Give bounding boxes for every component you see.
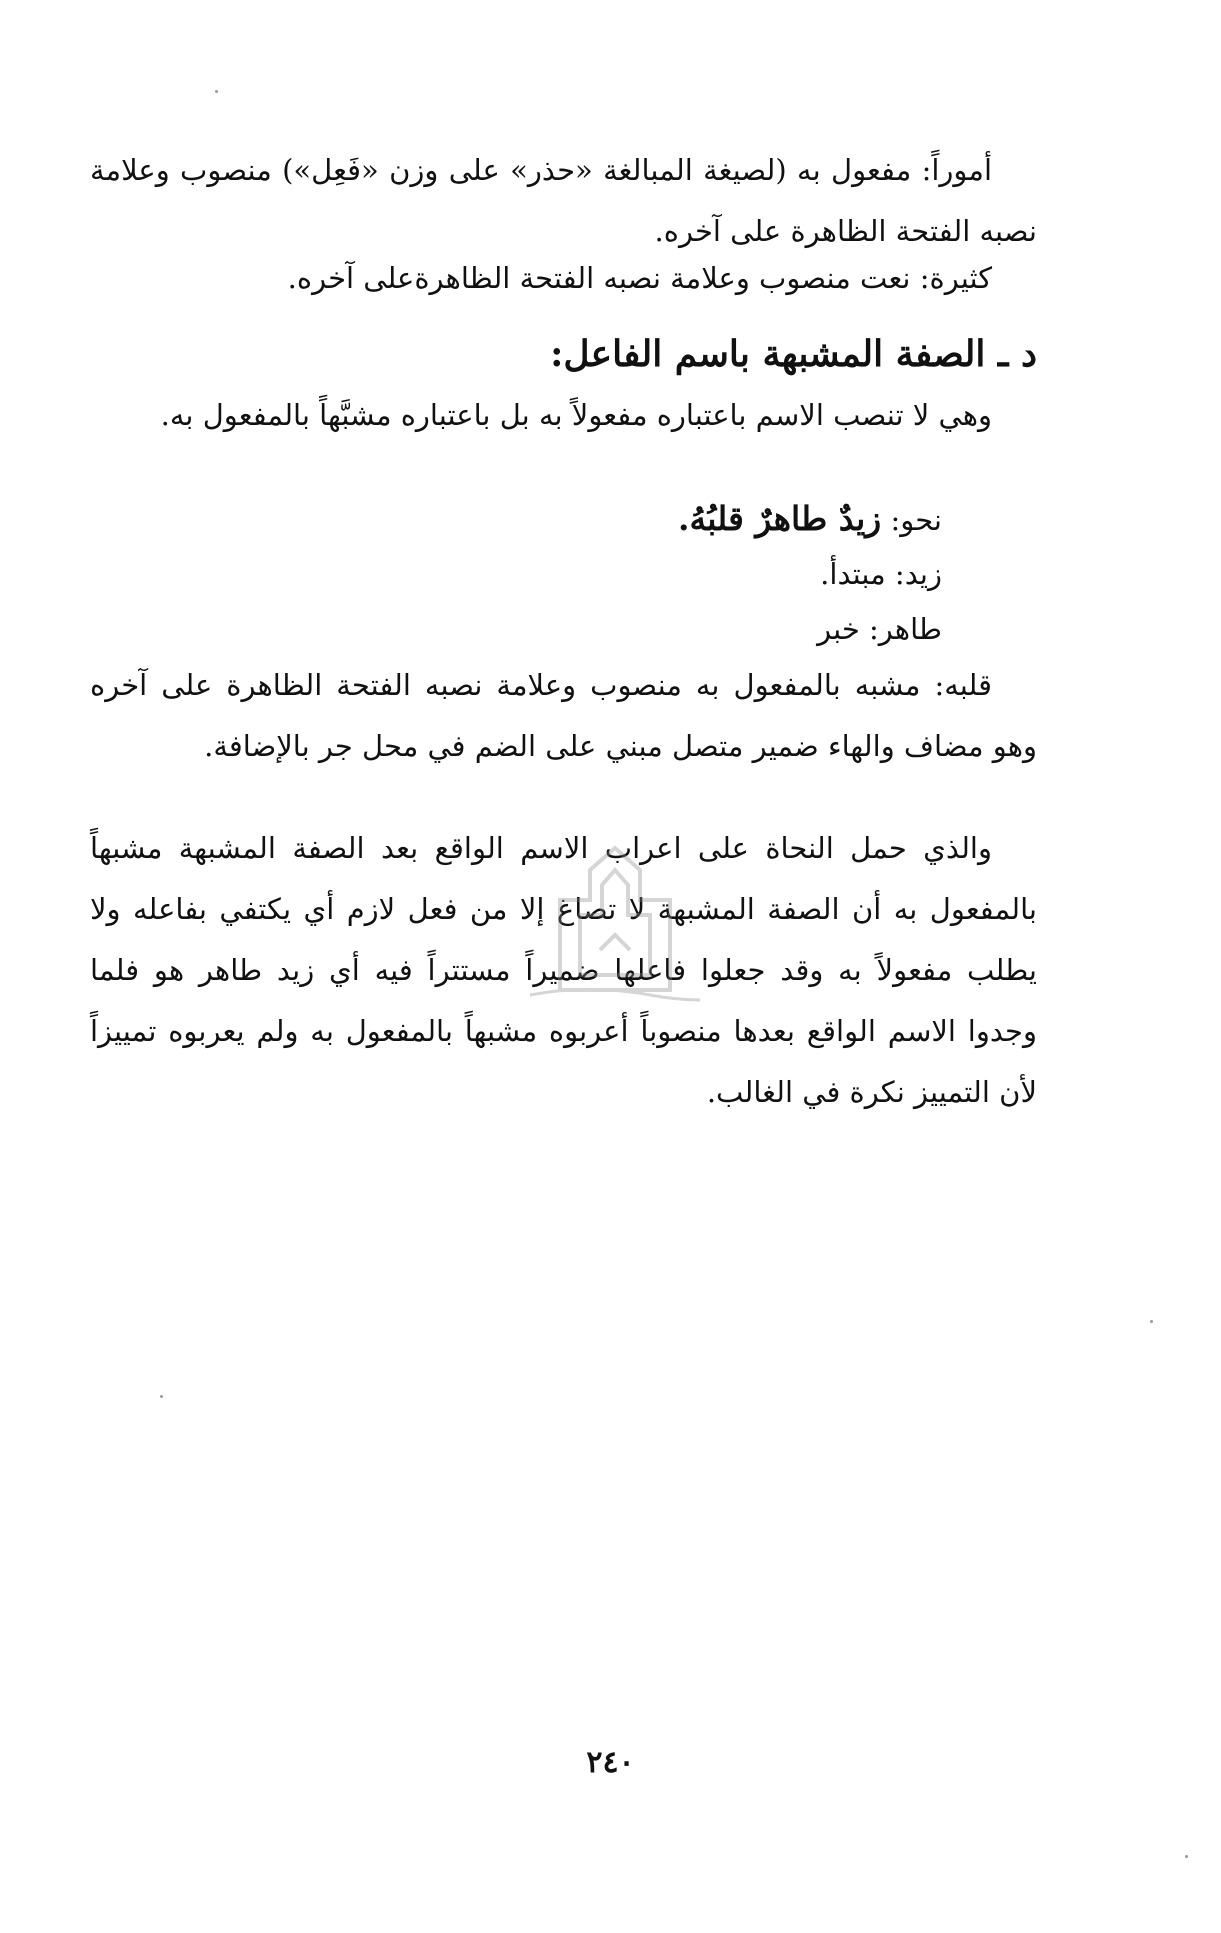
scan-speck [1185, 1855, 1188, 1858]
analysis-tahir-text: طاهر: خبر [817, 612, 942, 646]
paragraph-umuran: أموراً: مفعول به (لصيغة المبالغة «حذر» على وزن «فَعِل») منصوب وعلامة نصبه الفتحة الظاهرة على آخره. [90, 153, 1037, 248]
example-line [90, 495, 990, 544]
page-number: ٢٤٠ [586, 1745, 635, 1780]
example-sentence: زيدٌ طاهرٌ قلبُهُ. [678, 499, 882, 538]
example-prefix: نحو: [890, 503, 942, 537]
scan-speck [160, 1395, 163, 1398]
analysis-zaid-text: زيد: مبتدأ. [820, 557, 942, 591]
paragraph-definition: وهي لا تنصب الاسم باعتباره مفعولاً به بل باعتباره مشبَّهاً بالمفعول به. [160, 398, 992, 432]
scan-speck [1150, 1320, 1153, 1323]
scan-speck [215, 90, 218, 93]
analysis-tahir [90, 605, 990, 653]
paragraph-qalbuhu: قلبه: مشبه بالمفعول به منصوب وعلامة نصبه الفتحة الظاهرة على آخره وهو مضاف والهاء ضمير متصل مبني على الضم في محل جر بالإضافة. [90, 668, 1037, 763]
paragraph-explanation: والذي حمل النحاة على اعراب الاسم الواقع بعد الصفة المشبهة مشبهاً بالمفعول به أن الصفة المشبهة لا تصاغ إلا من فعل لازم أي يكتفي بفاعله ولا يطلب مفعولاً به وقد جعلوا فاعلها ضميراً مستتراً فيه أي زيد طاهر هو فلما وجدوا الاسم الواقع بعدها منصوباً أعربوه مشبهاً بالمفعول به ولم يعربوه تمييزاً لأن التمييز نكرة في الغالب. [90, 831, 1037, 1109]
paragraph-kathira: كثيرة: نعت منصوب وعلامة نصبه الفتحة الظاهرةعلى آخره. [287, 261, 992, 295]
analysis-zaid [90, 550, 990, 598]
section-heading: د ـ الصفة المشبهة باسم الفاعل: [550, 333, 1037, 375]
